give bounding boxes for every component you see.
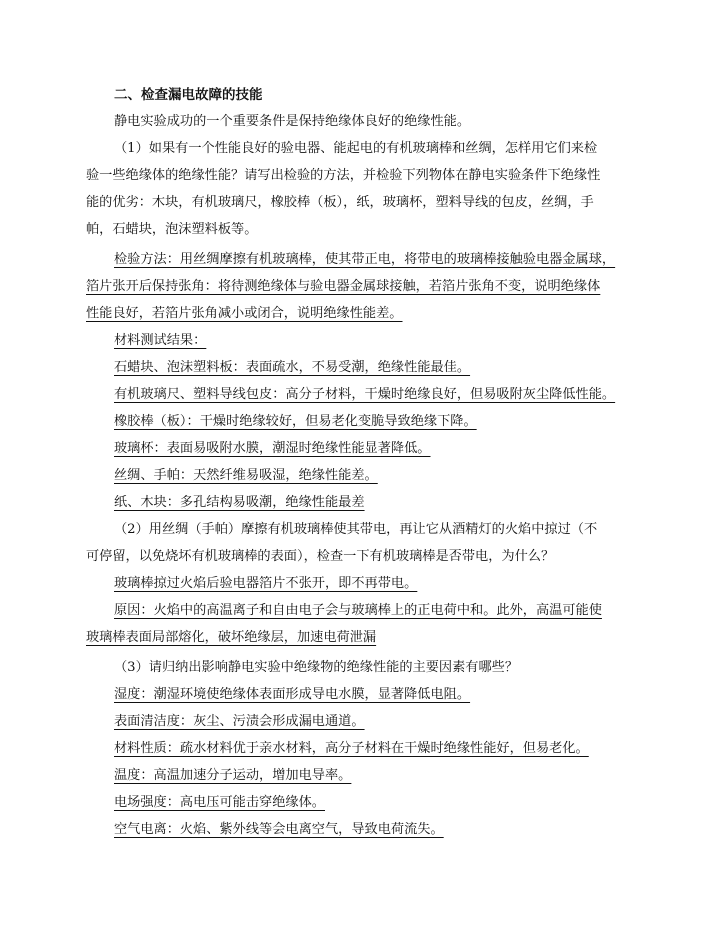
result-item: 丝绸、手帕：天然纤维易吸湿，绝缘性能差。 [114, 468, 378, 483]
question-2-line: 可停留，以免烧坏有机玻璃棒的表面），检查一下有机玻璃棒是否带电，为什么？ [86, 549, 555, 564]
result-item: 石蜡块、泡沫塑料板：表面疏水，不易受潮，绝缘性能最佳。 [114, 360, 471, 375]
question-3: （3）请归纳出影响静电实验中绝缘物的绝缘性能的主要因素有哪些？ [114, 660, 519, 675]
question-1-line: 能的优劣：木块，有机玻璃尺，橡胶棒（板），纸，玻璃杯，塑料导线的包皮，丝绸，手 [86, 195, 594, 210]
result-item: 玻璃杯：表面易吸附水膜，潮湿时绝缘性能显著降低。 [114, 441, 431, 456]
factor-item: 电场强度：高电压可能击穿绝缘体。 [114, 795, 325, 810]
question-1-line: 验一些绝缘体的绝缘性能？请写出检验的方法，并检验下列物体在静电实验条件下绝缘性 [86, 168, 601, 183]
factor-item: 温度：高温加速分子运动，增加电导率。 [114, 768, 352, 783]
intro-paragraph: 静电实验成功的一个重要条件是保持绝缘体良好的绝缘性能。 [114, 114, 471, 129]
factor-item: 材料性质：疏水材料优于亲水材料，高分子材料在干燥时绝缘性能好，但易老化。 [114, 741, 589, 756]
method-answer-line: 箔片张开后保持张角：将待测绝缘体与验电器金属球接触，若箔片张角不变，说明绝缘体 [86, 279, 601, 294]
question-1-line: 帕，石蜡块，泡沫塑料板等。 [86, 222, 258, 237]
method-answer-line: 性能良好，若箔片张角减小或闭合，说明绝缘性能差。 [86, 306, 403, 321]
factor-item: 湿度：潮湿环境使绝缘体表面形成导电水膜，显著降低电阻。 [114, 687, 471, 702]
question-2-reason: 原因：火焰中的高温离子和自由电子会与玻璃棒上的正电荷中和。此外，高温可能使 [114, 603, 602, 618]
question-2-line: （2）用丝绸（手帕）摩擦有机玻璃棒使其带电，再让它从酒精灯的火焰中掠过（不 [114, 522, 598, 537]
question-1-line: （1）如果有一个性能良好的验电器、能起电的有机玻璃棒和丝绸，怎样用它们来检 [114, 141, 598, 156]
results-heading: 材料测试结果： [114, 333, 207, 348]
factor-item: 空气电离：火焰、紫外线等会电离空气，导致电荷流失。 [114, 822, 444, 837]
question-2-answer: 玻璃棒掠过火焰后验电器箔片不张开，即不再带电。 [114, 576, 418, 591]
result-item: 有机玻璃尺、塑料导线包皮：高分子材料，干燥时绝缘良好，但易吸附灰尘降低性能。 [114, 387, 616, 402]
result-item: 纸、木块：多孔结构易吸潮，绝缘性能最差 [114, 495, 365, 510]
factor-item: 表面清洁度：灰尘、污渍会形成漏电通道。 [114, 714, 365, 729]
result-item: 橡胶棒（板）：干燥时绝缘较好，但易老化变脆导致绝缘下降。 [114, 414, 477, 429]
question-2-reason: 玻璃棒表面局部熔化，破坏绝缘层，加速电荷泄漏 [86, 630, 377, 645]
section-title: 二、检查漏电故障的技能 [114, 87, 263, 103]
method-answer-line: 检验方法：用丝绸摩擦有机玻璃棒，使其带正电，将带电的玻璃棒接触验电器金属球， [114, 252, 616, 267]
